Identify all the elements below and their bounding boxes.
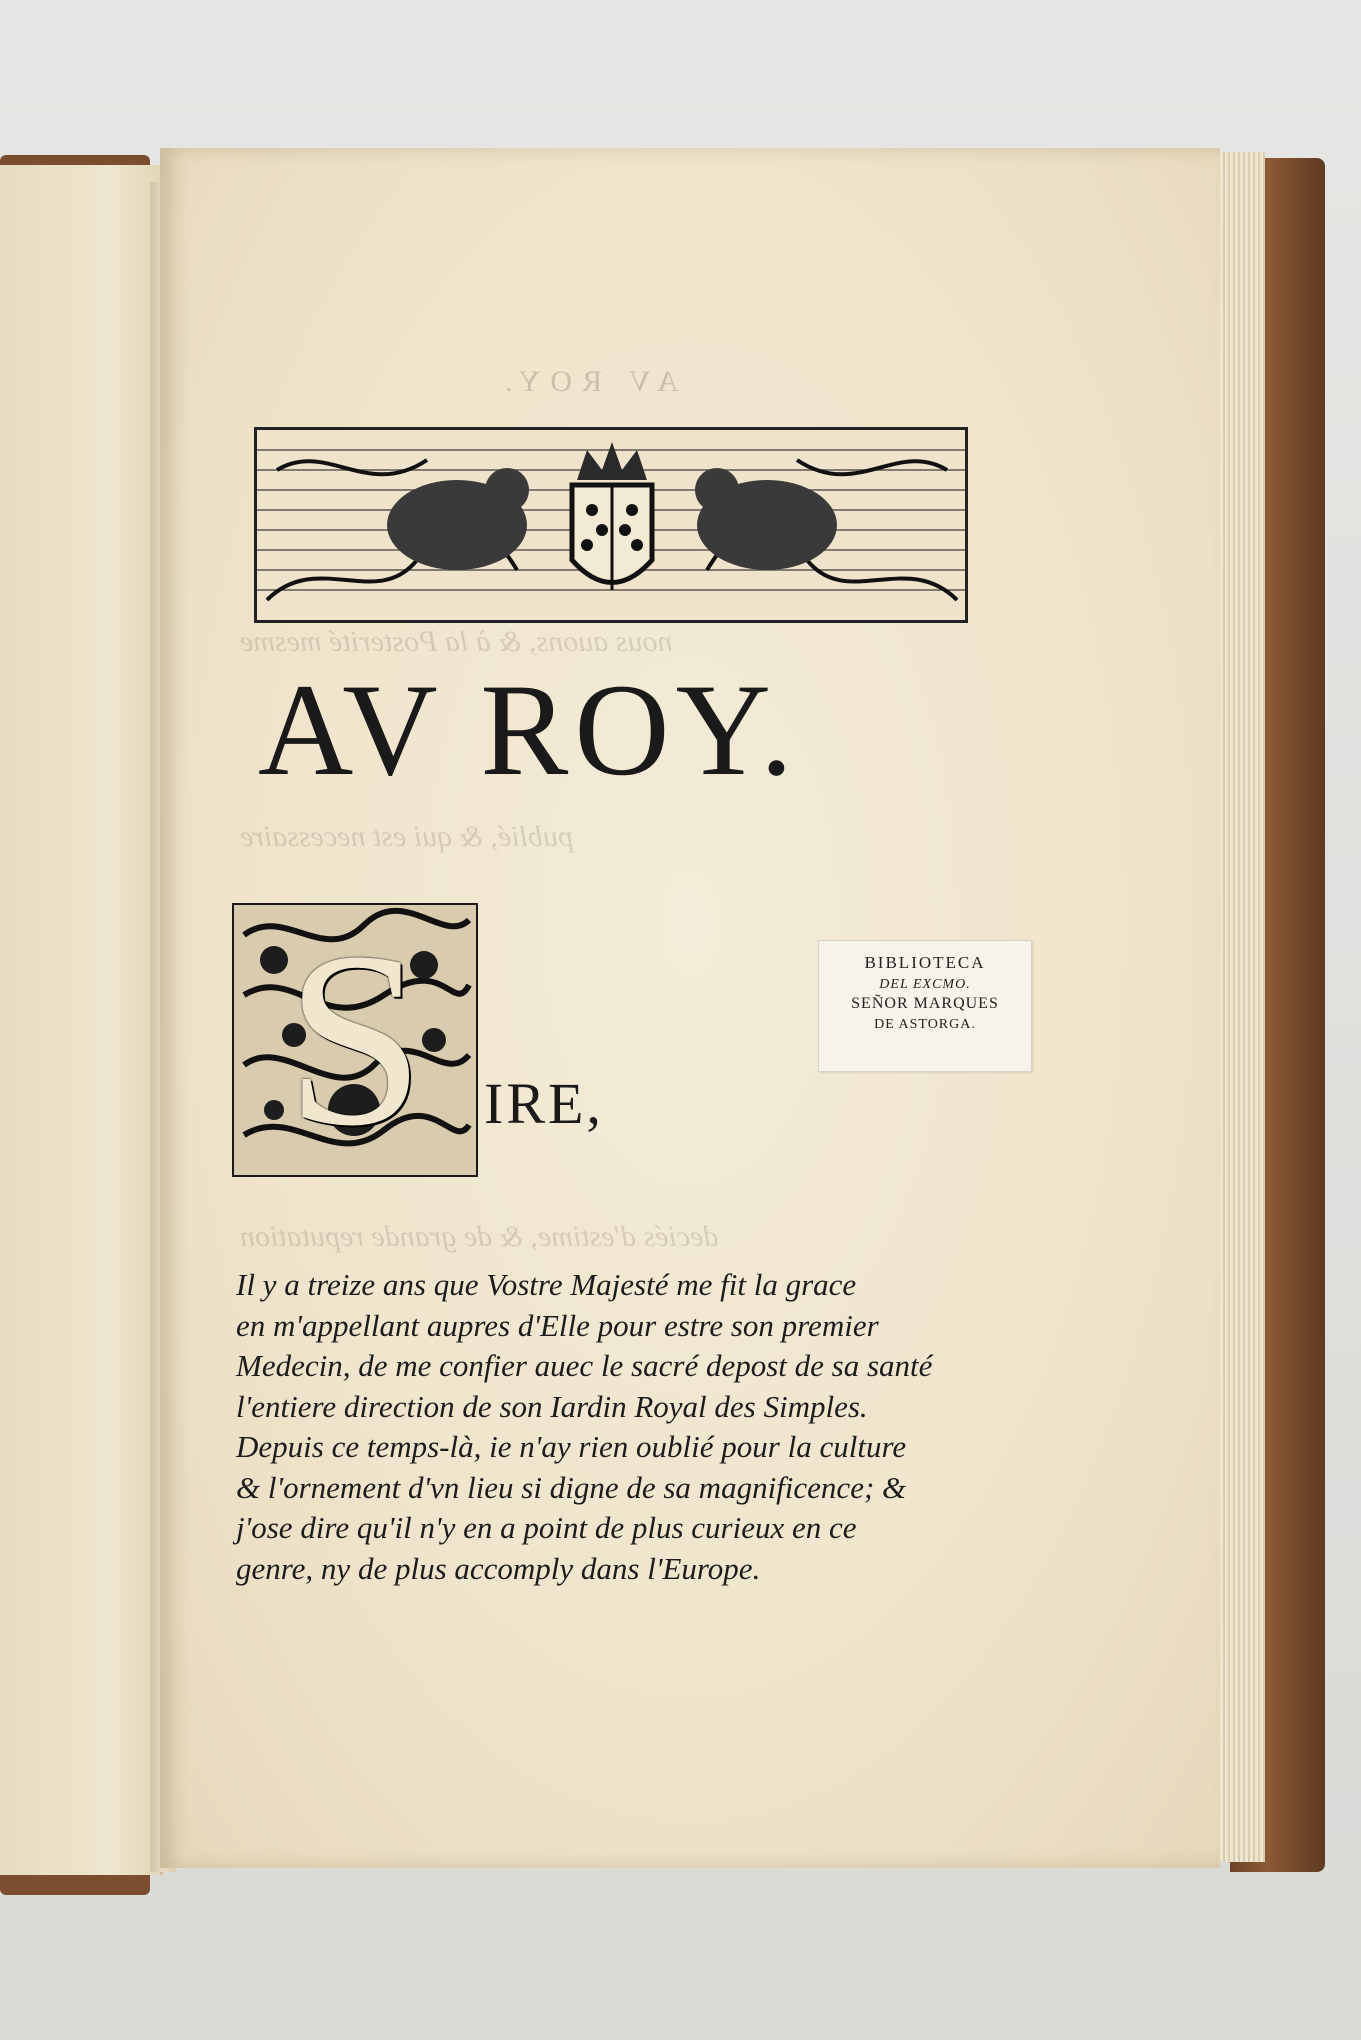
library-ownership-label bbox=[818, 940, 1032, 1072]
text-line: genre, ny de plus accomply dans l'Europe. bbox=[236, 1550, 761, 1586]
page-title: AV ROY. bbox=[258, 656, 799, 803]
drop-cap-letter: S bbox=[285, 901, 425, 1178]
dedication-text bbox=[236, 1265, 996, 1589]
text-line: Depuis ce temps-là, ie n'ay rien oublié pour la culture bbox=[236, 1429, 907, 1464]
show-through-text: publié, & qui est necessaire bbox=[240, 820, 573, 853]
text-line: & l'ornement d'vn lieu si digne de sa magnificence; & bbox=[236, 1469, 907, 1505]
royal-arms-engraving bbox=[257, 430, 965, 620]
ornamental-headpiece bbox=[254, 427, 968, 623]
stamp-line-3: SEÑOR MARQUES bbox=[851, 995, 999, 1012]
text-line: Medecin, de me confier auec le sacré depost de sa santé bbox=[236, 1348, 933, 1383]
show-through-text: nous auons, & à la Posterité mesme bbox=[240, 625, 673, 658]
stamp-line-1: BIBLIOTECA bbox=[864, 953, 986, 972]
stamp-line-4: DE ASTORGA. bbox=[874, 1017, 976, 1032]
show-through-text: deciés d'estime, & de grande reputation bbox=[240, 1220, 719, 1253]
text-line: l'entiere direction de son Iardin Royal des Simples. bbox=[236, 1388, 868, 1424]
stamp-line-2: DEL EXCMO. bbox=[879, 977, 971, 992]
text-line: Il y a treize ans que Vostre Majesté me fit la grace bbox=[236, 1267, 857, 1302]
left-page bbox=[0, 165, 163, 1875]
ornamental-drop-cap bbox=[232, 903, 478, 1177]
salutation: IRE, bbox=[484, 1071, 604, 1136]
text-line: en m'appellant aupres d'Elle pour estre son premier bbox=[236, 1307, 879, 1343]
text-line: j'ose dire qu'il n'y en a point de plus curieux en ce bbox=[236, 1510, 857, 1545]
running-head-bleed: AV ROY. bbox=[495, 365, 679, 398]
